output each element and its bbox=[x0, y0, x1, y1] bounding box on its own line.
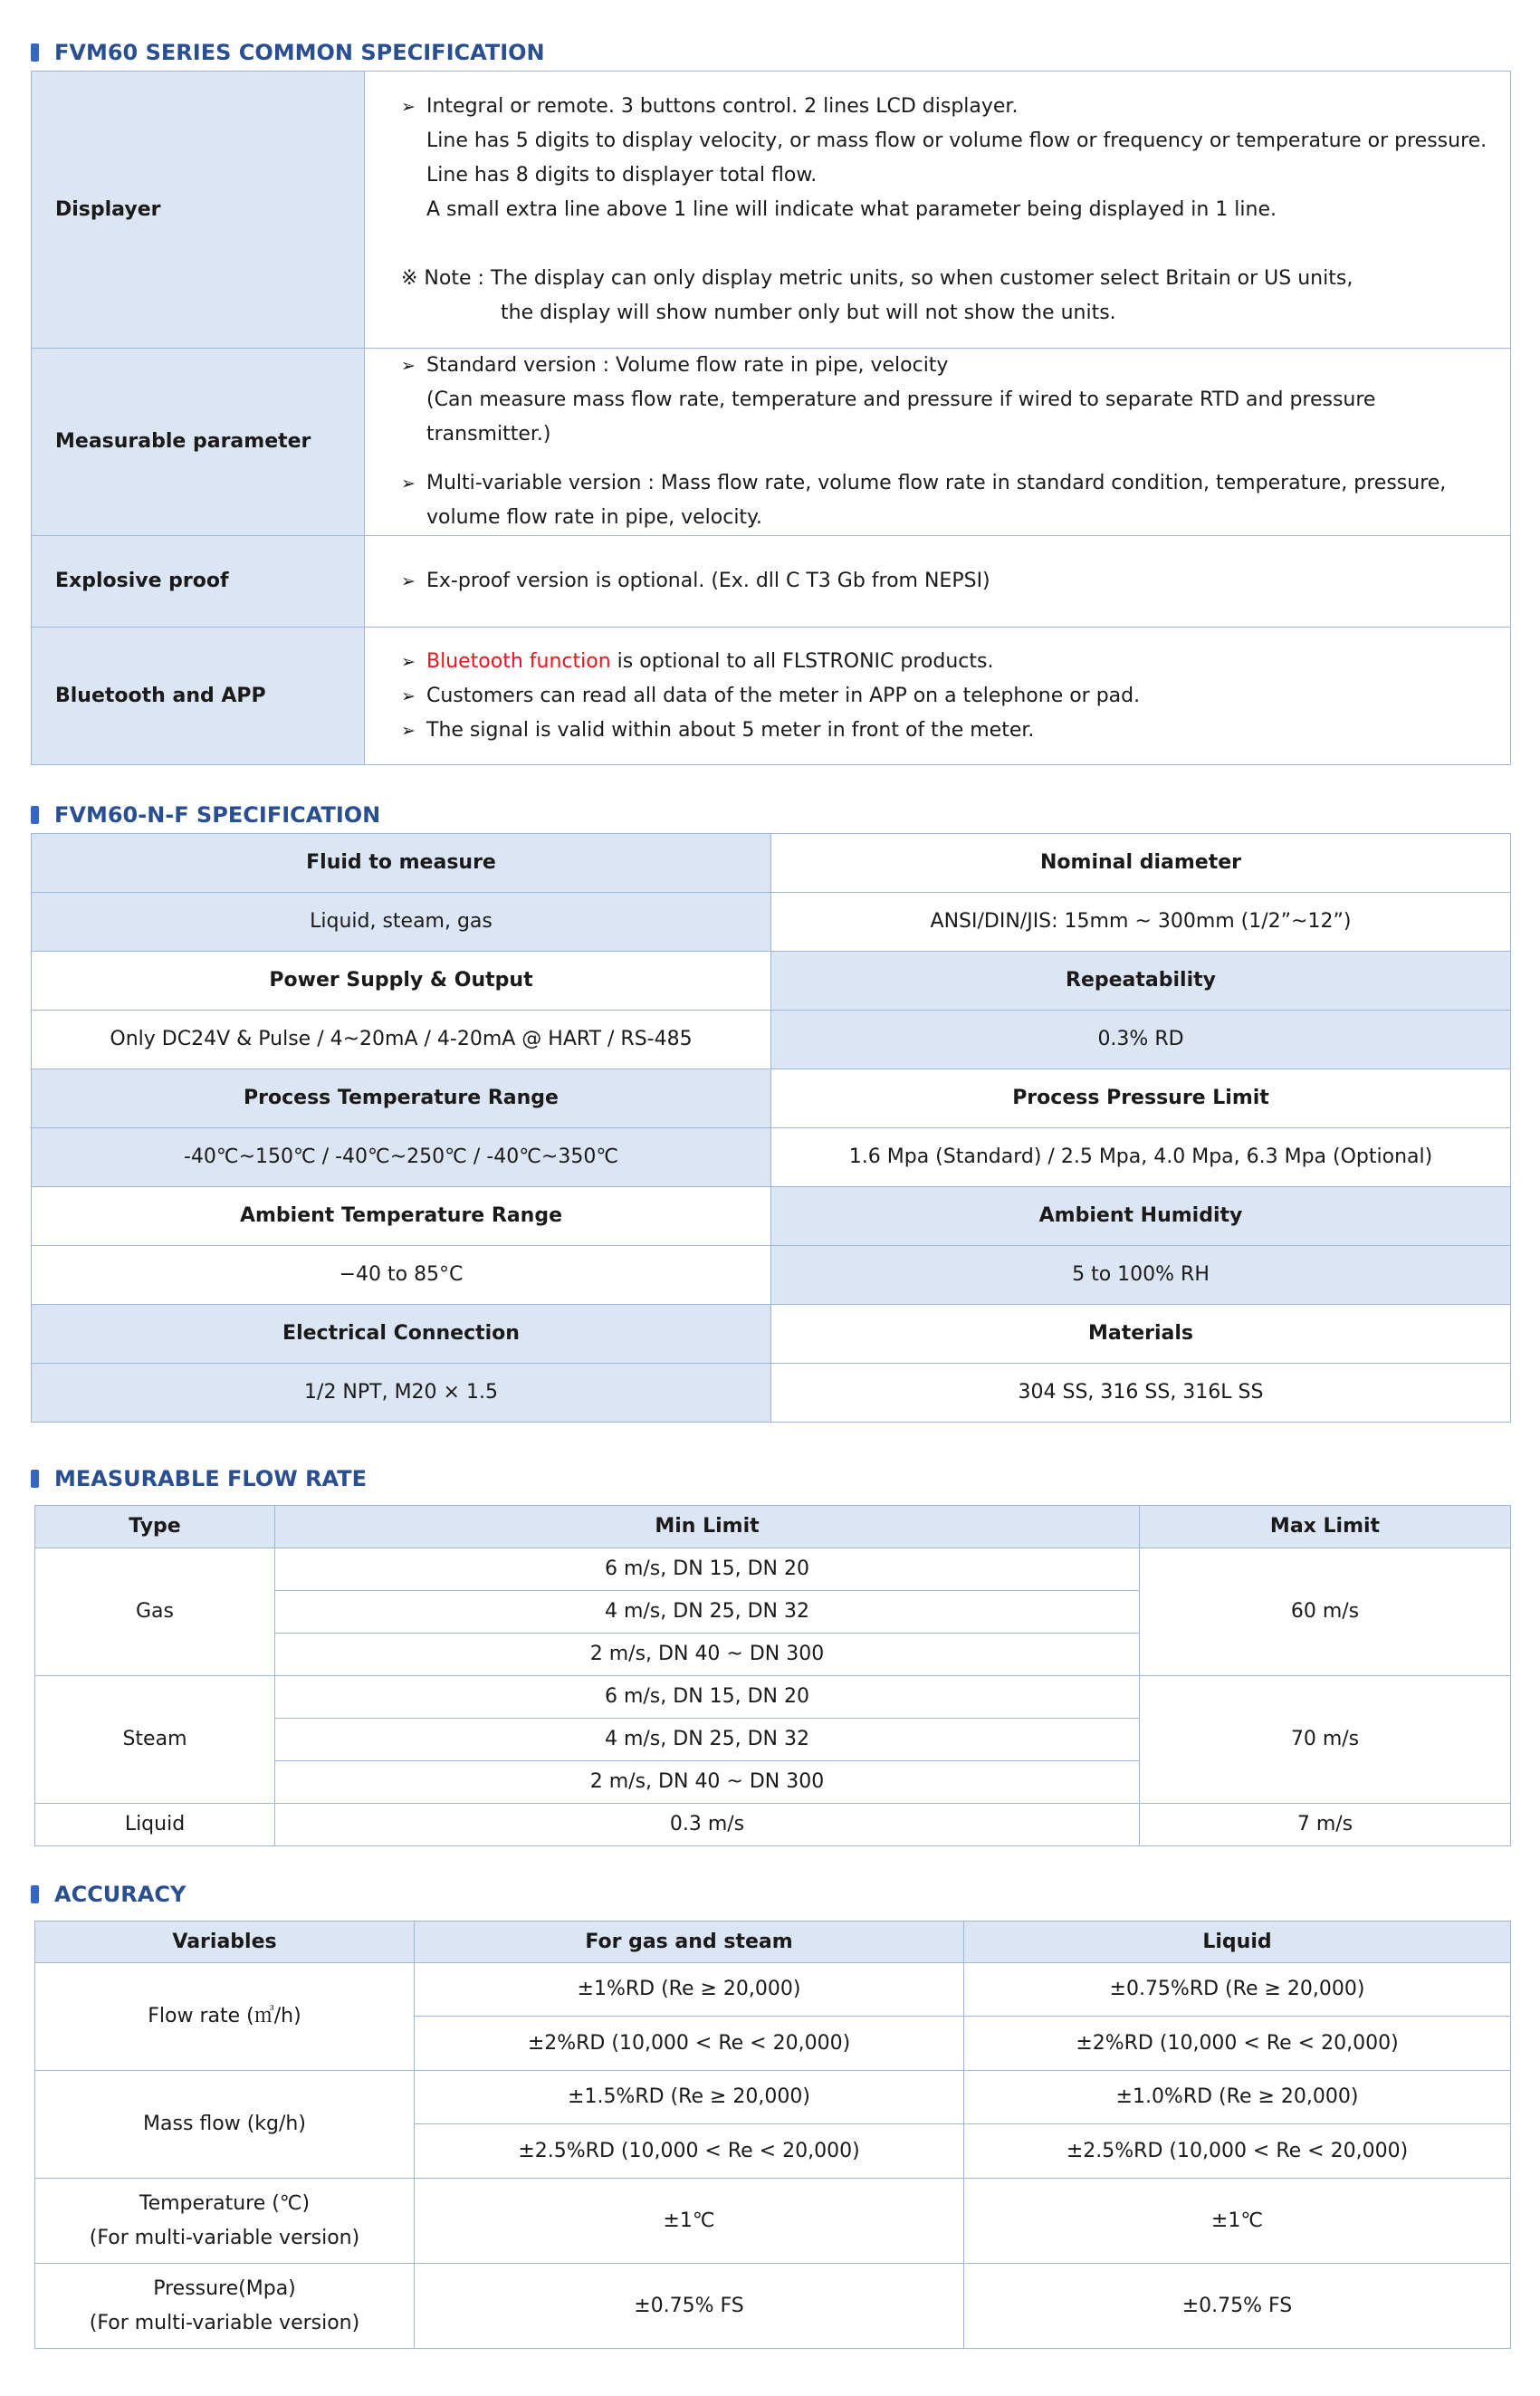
measurable-value bbox=[365, 349, 1511, 536]
section-title-common-text: FVM60 SERIES COMMON SPECIFICATION bbox=[54, 40, 545, 65]
press-liquid: ±0.75% FS bbox=[964, 2264, 1511, 2349]
ptemp-header: Process Temperature Range bbox=[32, 1069, 771, 1128]
table-row bbox=[35, 1506, 1511, 1548]
fluid-header: Fluid to measure bbox=[32, 834, 771, 893]
atemp-header: Ambient Temperature Range bbox=[32, 1187, 771, 1246]
flow-liquid-2: ±2%RD (10,000 < Re < 20,000) bbox=[964, 2017, 1511, 2071]
power-header: Power Supply & Output bbox=[32, 952, 771, 1011]
section-marker-icon bbox=[31, 806, 39, 824]
fluid-value: Liquid, steam, gas bbox=[32, 893, 771, 952]
displayer-value bbox=[365, 72, 1511, 349]
table-row bbox=[32, 1011, 1511, 1069]
ppress-header: Process Pressure Limit bbox=[771, 1069, 1511, 1128]
common-spec-table bbox=[31, 71, 1511, 765]
pressure-label-line1: Pressure(Mpa) bbox=[153, 2276, 296, 2300]
table-row bbox=[35, 1548, 1511, 1591]
table-row bbox=[32, 72, 1511, 349]
steam-min-1: 6 m/s, DN 15, DN 20 bbox=[275, 1676, 1140, 1719]
liquid-header: Liquid bbox=[964, 1922, 1511, 1963]
press-gas: ±0.75% FS bbox=[415, 2264, 964, 2349]
mass-gas-2: ±2.5%RD (10,000 < Re < 20,000) bbox=[415, 2124, 964, 2179]
flow-rate-table bbox=[34, 1505, 1511, 1846]
table-row bbox=[35, 1676, 1511, 1719]
list-item: ➢ Multi-variable version : Mass flow rate, volume flow rate in standard condition, temperature, pressure, bbox=[401, 466, 1503, 501]
gas-type: Gas bbox=[35, 1548, 275, 1676]
repeat-value: 0.3% RD bbox=[771, 1011, 1511, 1069]
table-row bbox=[35, 1804, 1511, 1846]
table-row bbox=[32, 1187, 1511, 1246]
mass-liquid-1: ±1.0%RD (Re ≥ 20,000) bbox=[964, 2071, 1511, 2124]
section-marker-icon bbox=[31, 1885, 39, 1903]
steam-min-2: 4 m/s, DN 25, DN 32 bbox=[275, 1719, 1140, 1761]
table-row bbox=[32, 1364, 1511, 1423]
list-item-text: is optional to all FLSTRONIC products. bbox=[610, 649, 994, 673]
list-item bbox=[401, 645, 1503, 679]
table-row bbox=[35, 2179, 1511, 2264]
list-item: Line has 5 digits to display velocity, or mass flow or volume flow or frequency or temperature or pressure. bbox=[426, 129, 1487, 152]
gas-steam-header: For gas and steam bbox=[415, 1922, 964, 1963]
section-title-nf-text: FVM60-N-F SPECIFICATION bbox=[54, 802, 381, 828]
note-text: the display will show number only but will not show the units. bbox=[501, 301, 1116, 324]
table-row bbox=[32, 628, 1511, 765]
temperature-label-line2: (For multi-variable version) bbox=[89, 2226, 360, 2249]
power-value: Only DC24V & Pulse / 4~20mA / 4-20mA @ HART / RS-485 bbox=[32, 1011, 771, 1069]
mass-flow-label: Mass flow (kg/h) bbox=[35, 2071, 415, 2179]
temperature-label bbox=[35, 2179, 415, 2264]
section-title-common bbox=[31, 40, 545, 65]
steam-max: 70 m/s bbox=[1140, 1676, 1511, 1804]
section-marker-icon bbox=[31, 1470, 39, 1488]
list-item: ➢ The signal is valid within about 5 meter in front of the meter. bbox=[401, 714, 1503, 748]
liquid-max: 7 m/s bbox=[1140, 1804, 1511, 1846]
table-row bbox=[35, 1963, 1511, 2017]
pressure-label-line2: (For multi-variable version) bbox=[89, 2311, 360, 2334]
elec-value: 1/2 NPT, M20 × 1.5 bbox=[32, 1364, 771, 1423]
section-title-accuracy-text: ACCURACY bbox=[54, 1882, 187, 1907]
elec-header: Electrical Connection bbox=[32, 1305, 771, 1364]
table-row bbox=[32, 834, 1511, 893]
diameter-header: Nominal diameter bbox=[771, 834, 1511, 893]
steam-type: Steam bbox=[35, 1676, 275, 1804]
list-item: ➢ Integral or remote. 3 buttons control. 2 lines LCD displayer. bbox=[401, 90, 1503, 124]
table-row bbox=[32, 1305, 1511, 1364]
list-item: Line has 8 digits to displayer total flow. bbox=[426, 163, 818, 187]
section-title-flow bbox=[31, 1466, 367, 1491]
bluetooth-label: Bluetooth and APP bbox=[32, 628, 365, 765]
gas-max: 60 m/s bbox=[1140, 1548, 1511, 1676]
measurable-label: Measurable parameter bbox=[32, 349, 365, 536]
flow-liquid-1: ±0.75%RD (Re ≥ 20,000) bbox=[964, 1963, 1511, 2017]
bluetooth-highlight: Bluetooth function bbox=[426, 649, 611, 673]
note-text: ※ Note : The display can only display metric units, so when customer select Britain or US units, bbox=[401, 266, 1353, 290]
explosive-label: Explosive proof bbox=[32, 536, 365, 628]
list-item: ➢ Standard version : Volume flow rate in pipe, velocity bbox=[401, 349, 1503, 383]
type-header: Type bbox=[35, 1506, 275, 1548]
ppress-value: 1.6 Mpa (Standard) / 2.5 Mpa, 4.0 Mpa, 6.3 Mpa (Optional) bbox=[771, 1128, 1511, 1187]
variables-header: Variables bbox=[35, 1922, 415, 1963]
table-row bbox=[35, 1922, 1511, 1963]
section-title-flow-text: MEASURABLE FLOW RATE bbox=[54, 1466, 368, 1491]
list-item: volume flow rate in pipe, velocity. bbox=[426, 506, 762, 529]
displayer-label: Displayer bbox=[32, 72, 365, 349]
list-item: ➢ Ex-proof version is optional. (Ex. dll C T3 Gb from NEPSI) bbox=[401, 564, 1503, 599]
temperature-label-line1: Temperature (℃) bbox=[139, 2191, 311, 2215]
section-marker-icon bbox=[31, 43, 39, 62]
liquid-type: Liquid bbox=[35, 1804, 275, 1846]
gas-min-3: 2 m/s, DN 40 ~ DN 300 bbox=[275, 1634, 1140, 1676]
mat-header: Materials bbox=[771, 1305, 1511, 1364]
mass-gas-1: ±1.5%RD (Re ≥ 20,000) bbox=[415, 2071, 964, 2124]
table-row bbox=[32, 893, 1511, 952]
explosive-value bbox=[365, 536, 1511, 628]
mat-value: 304 SS, 316 SS, 316L SS bbox=[771, 1364, 1511, 1423]
table-row bbox=[35, 2071, 1511, 2124]
mass-liquid-2: ±2.5%RD (10,000 < Re < 20,000) bbox=[964, 2124, 1511, 2179]
section-title-nf bbox=[31, 802, 380, 828]
bluetooth-value bbox=[365, 628, 1511, 765]
table-row bbox=[32, 952, 1511, 1011]
min-header: Min Limit bbox=[275, 1506, 1140, 1548]
table-row bbox=[32, 1128, 1511, 1187]
list-item: ➢ Customers can read all data of the meter in APP on a telephone or pad. bbox=[401, 679, 1503, 714]
section-title-accuracy bbox=[31, 1882, 186, 1907]
diameter-value: ANSI/DIN/JIS: 15mm ~ 300mm (1/2”~12”) bbox=[771, 893, 1511, 952]
list-item: A small extra line above 1 line will indicate what parameter being displayed in 1 line. bbox=[426, 197, 1277, 221]
flow-gas-2: ±2%RD (10,000 < Re < 20,000) bbox=[415, 2017, 964, 2071]
table-row bbox=[32, 349, 1511, 536]
list-item: (Can measure mass flow rate, temperature and pressure if wired to separate RTD and pressure transmitter.) bbox=[426, 388, 1376, 446]
table-row bbox=[32, 536, 1511, 628]
temp-gas: ±1℃ bbox=[415, 2179, 964, 2264]
gas-min-1: 6 m/s, DN 15, DN 20 bbox=[275, 1548, 1140, 1591]
ahum-header: Ambient Humidity bbox=[771, 1187, 1511, 1246]
table-row bbox=[35, 2264, 1511, 2349]
pressure-label bbox=[35, 2264, 415, 2349]
nf-spec-table bbox=[31, 833, 1511, 1423]
flow-gas-1: ±1%RD (Re ≥ 20,000) bbox=[415, 1963, 964, 2017]
ahum-value: 5 to 100% RH bbox=[771, 1246, 1511, 1305]
accuracy-table bbox=[34, 1921, 1511, 2349]
steam-min-3: 2 m/s, DN 40 ~ DN 300 bbox=[275, 1761, 1140, 1804]
temp-liquid: ±1℃ bbox=[964, 2179, 1511, 2264]
table-row bbox=[32, 1069, 1511, 1128]
max-header: Max Limit bbox=[1140, 1506, 1511, 1548]
flow-rate-label: Flow rate (㎥/h) bbox=[35, 1963, 415, 2071]
liquid-min: 0.3 m/s bbox=[275, 1804, 1140, 1846]
repeat-header: Repeatability bbox=[771, 952, 1511, 1011]
ptemp-value: -40℃~150℃ / -40℃~250℃ / -40℃~350℃ bbox=[32, 1128, 771, 1187]
atemp-value: −40 to 85°C bbox=[32, 1246, 771, 1305]
gas-min-2: 4 m/s, DN 25, DN 32 bbox=[275, 1591, 1140, 1634]
table-row bbox=[32, 1246, 1511, 1305]
